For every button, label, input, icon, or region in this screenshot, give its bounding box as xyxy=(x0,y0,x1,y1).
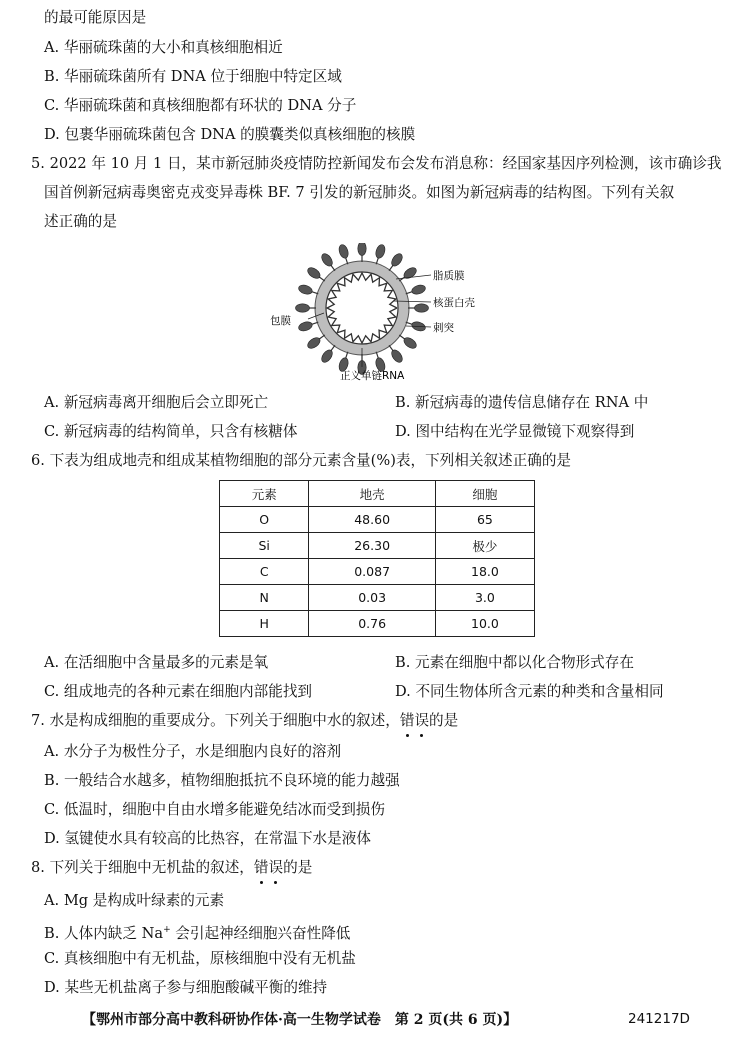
table-cell: 0.76 xyxy=(309,611,435,637)
q5-option-b: B. 新冠病毒的遗传信息储存在 RNA 中 xyxy=(395,394,649,411)
label-rna: 正义单链RNA xyxy=(340,370,405,382)
table-header: 元素 xyxy=(220,481,309,507)
q8-stem-post: 的是 xyxy=(283,859,313,876)
table-header: 细胞 xyxy=(435,481,534,507)
table-cell: N xyxy=(220,585,309,611)
spike-head xyxy=(358,243,366,256)
q7-emphasis-char: 错 xyxy=(399,712,415,729)
q5-stem-line-2: 国首例新冠病毒奥密克戎变异毒株 BF. 7 引发的新冠肺炎。如图为新冠病毒的结构图。下列有关叙 xyxy=(44,184,675,201)
q5-option-c: C. 新冠病毒的结构简单，只含有核糖体 xyxy=(44,423,298,440)
table-cell: 26.30 xyxy=(309,533,435,559)
q8-option-b xyxy=(44,920,350,944)
q7-stem-post: 的是 xyxy=(429,712,459,729)
spike-head xyxy=(389,252,404,268)
label-spike: 刺突 xyxy=(433,322,454,334)
table-row xyxy=(220,559,535,585)
spike-head xyxy=(374,243,386,259)
q5-stem-line-3: 述正确的是 xyxy=(44,213,117,230)
exam-code: 241217D xyxy=(628,1011,690,1027)
spike-head xyxy=(297,283,313,295)
q8-emphasis-char: 误 xyxy=(268,859,284,876)
q8-option-b-pre: B. 人体内缺乏 Na xyxy=(44,924,164,942)
coronavirus-structure-figure xyxy=(266,243,496,383)
q8-emphasis-char: 错 xyxy=(253,859,269,876)
table-cell: 0.087 xyxy=(309,559,435,585)
spike-head xyxy=(389,348,404,364)
page-footer: 【鄂州市部分高中教科研协作体·高一生物学试卷 第 2 页(共 6 页)】 xyxy=(82,1012,518,1028)
q6-option-b: B. 元素在细胞中都以化合物形式存在 xyxy=(395,654,634,671)
table-row xyxy=(220,611,535,637)
q6-option-d: D. 不同生物体所含元素的种类和含量相同 xyxy=(395,683,664,700)
q4-option-d: D. 包裹华丽硫珠菌包含 DNA 的膜囊类似真核细胞的核膜 xyxy=(44,126,416,143)
q7-stem-pre: 7. 水是构成细胞的重要成分。下列关于细胞中水的叙述， xyxy=(31,712,400,729)
q5-option-a: A. 新冠病毒离开细胞后会立即死亡 xyxy=(44,394,269,411)
spike-head xyxy=(320,252,335,268)
label-envelope: 包膜 xyxy=(270,315,291,327)
table-cell: 48.60 xyxy=(309,507,435,533)
q5-option-d: D. 图中结构在光学显微镜下观察得到 xyxy=(395,423,635,440)
spike-head xyxy=(415,304,429,312)
table-cell: 10.0 xyxy=(435,611,534,637)
table-cell: 极少 xyxy=(435,533,534,559)
q4-option-a: A. 华丽硫珠菌的大小和真核细胞相近 xyxy=(44,39,283,56)
label-nucleocapsid: 核蛋白壳 xyxy=(433,297,475,309)
spike-head xyxy=(411,283,427,295)
table-header-row xyxy=(220,481,535,507)
q7-option-d: D. 氢键使水具有较高的比热容，在常温下水是液体 xyxy=(44,830,371,847)
q6-option-c: C. 组成地壳的各种元素在细胞内部能找到 xyxy=(44,683,313,700)
table-cell: 3.0 xyxy=(435,585,534,611)
q8-option-d: D. 某些无机盐离子参与细胞酸碱平衡的维持 xyxy=(44,979,328,996)
q4-stem-tail: 的最可能原因是 xyxy=(44,9,147,26)
table-row xyxy=(220,533,535,559)
spike-head xyxy=(337,243,349,259)
q5-stem-line-1: 5. 2022 年 10 月 1 日，某市新冠肺炎疫情防控新闻发布会发布消息称：经国家基因序列检测，该市确诊我 xyxy=(31,155,722,172)
q7-option-a: A. 水分子为极性分子，水是细胞内良好的溶剂 xyxy=(44,743,342,760)
spike-head xyxy=(320,348,335,364)
table-cell: H xyxy=(220,611,309,637)
q4-option-c: C. 华丽硫珠菌和真核细胞都有环状的 DNA 分子 xyxy=(44,97,357,114)
table-cell: O xyxy=(220,507,309,533)
label-lipid-membrane: 脂质膜 xyxy=(433,270,465,282)
q6-stem: 6. 下表为组成地壳和组成某植物细胞的部分元素含量(%)表，下列相关叙述正确的是 xyxy=(31,452,572,469)
q8-option-c: C. 真核细胞中有无机盐，原核细胞中没有无机盐 xyxy=(44,950,356,967)
table-cell: 18.0 xyxy=(435,559,534,585)
table-row xyxy=(220,507,535,533)
q7-stem xyxy=(31,711,458,731)
q7-option-c: C. 低温时，细胞中自由水增多能避免结冰而受到损伤 xyxy=(44,801,385,818)
spike-head xyxy=(296,304,310,312)
table-cell: 65 xyxy=(435,507,534,533)
q6-option-a: A. 在活细胞中含量最多的元素是氧 xyxy=(44,654,269,671)
spike-head xyxy=(306,335,322,350)
spike-head xyxy=(297,320,313,332)
q8-option-a: A. Mg 是构成叶绿素的元素 xyxy=(44,892,225,909)
table-cell: 0.03 xyxy=(309,585,435,611)
element-content-table xyxy=(219,480,535,637)
q7-option-b: B. 一般结合水越多，植物细胞抵抗不良环境的能力越强 xyxy=(44,772,400,789)
q8-option-b-sup: + xyxy=(163,925,171,935)
q8-option-b-post: 会引起神经细胞兴奋性降低 xyxy=(170,924,351,942)
table-cell: Si xyxy=(220,533,309,559)
table-header: 地壳 xyxy=(309,481,435,507)
q7-emphasis-char: 误 xyxy=(414,712,430,729)
q8-stem-pre: 8. 下列关于细胞中无机盐的叙述， xyxy=(31,859,254,876)
spike-head xyxy=(402,335,418,350)
table-row xyxy=(220,585,535,611)
q8-stem xyxy=(31,858,312,878)
q4-option-b: B. 华丽硫珠菌所有 DNA 位于细胞中特定区域 xyxy=(44,68,342,85)
table-cell: C xyxy=(220,559,309,585)
spike-head xyxy=(306,266,322,281)
